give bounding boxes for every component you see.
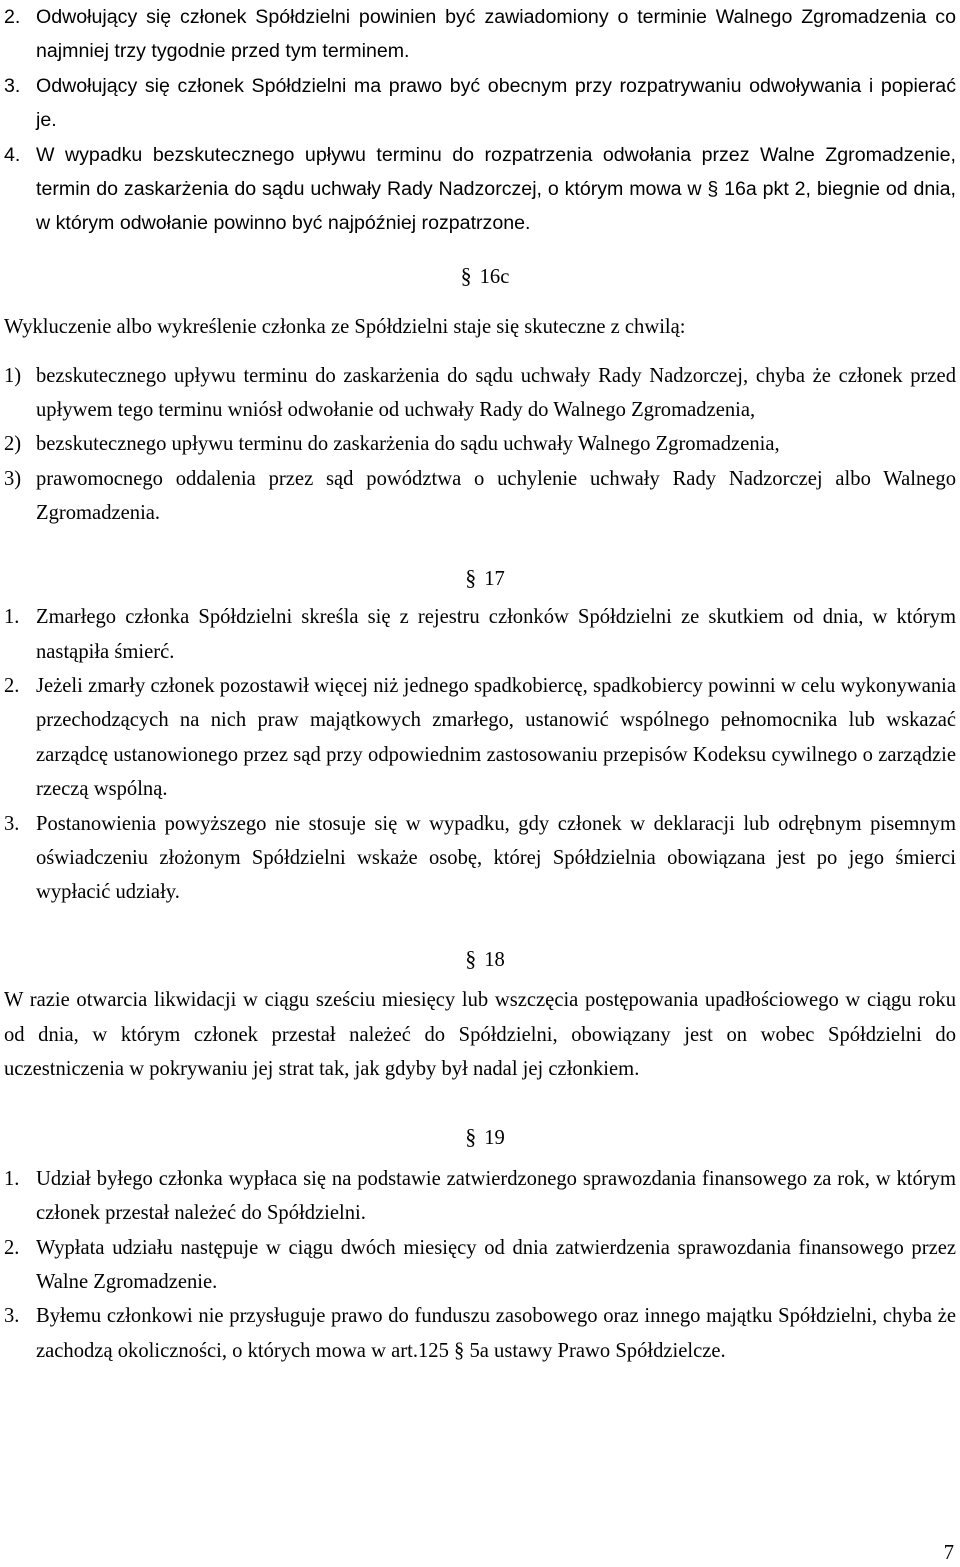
item-number: 1. — [4, 606, 20, 629]
page-number: 7 — [943, 1542, 954, 1564]
item-number: 2. — [4, 1236, 20, 1259]
item-number: 3) — [4, 467, 22, 490]
item-number: 2. — [4, 6, 21, 28]
item-text: Byłemu członkowi nie przysługuje prawo do funduszu zasobowego oraz innego majątku Spółdzielni, chyba że zachodzą okoliczności, o których mowa w art.125 § 5a ustawy Prawo Spółdzielcze. — [36, 1305, 956, 1362]
item-text: Udział byłego członka wypłaca się na podstawie zatwierdzonego sprawozdania finansowego za rok, w którym członek przestał należeć do Spółdzielni. — [36, 1167, 956, 1225]
list-item — [4, 427, 956, 461]
item-text: Odwołujący się członek Spółdzielni powinien być zawiadomiony o terminie Walnego Zgromadzenia co najmniej trzy tygodnie przed tym terminem. — [36, 6, 956, 63]
section-17 — [4, 561, 956, 910]
item-text: Postanowienia powyższego nie stosuje się w wypadku, gdy członek w deklaracji lub odrębnym pisemnym oświadczeniu złożonym Spółdzielni wskaże osobę, której Spółdzielnia obowiązana jest po jego śmierci wypłacić udziały. — [36, 812, 956, 904]
item-text: bezskutecznego upływu terminu do zaskarżenia do sądu uchwały Rady Nadzorczej, chyba że członek przed upływem tego terminu wniósł odwołanie od uchwały Rady do Walnego Zgromadzenia, — [36, 364, 956, 422]
list-item — [4, 669, 956, 807]
section-18 — [4, 942, 956, 1087]
section-symbol: § — [460, 262, 472, 288]
list-item — [4, 1231, 956, 1300]
section-intro: Wykluczenie albo wykreślenie członka ze Spółdzielni staje się skuteczne z chwilą: — [4, 316, 686, 339]
section-symbol: § — [465, 1124, 477, 1150]
list-item — [4, 1162, 956, 1231]
item-text: bezskutecznego upływu terminu do zaskarżenia do sądu uchwały Walnego Zgromadzenia, — [36, 433, 780, 456]
item-text: W wypadku bezskutecznego upływu terminu do rozpatrzenia odwołania przez Walne Zgromadzenie, termin do zaskarżenia do sądu uchwały Rady Nadzorczej, o którym mowa w § 16a pkt 2, biegnie od dnia, w którym odwołanie powinno być najpóźniej rozpatrzone. — [36, 143, 956, 235]
item-number: 2) — [4, 433, 22, 456]
item-text: Jeżeli zmarły członek pozostawił więcej niż jednego spadkobiercę, spadkobiercy powinni w celu wykonywania przechodzących na nich praw majątkowych zmarłego, ustanowić wspólnego pełnomocnika lub wskazać zarządcę ustanowionego przez sąd przy odpowiednim zastosowaniu przepisów Kodeksu cywilnego o zarządzie rzeczą wspólną. — [36, 674, 956, 801]
item-number: 2. — [4, 674, 20, 697]
item-number: 1) — [4, 364, 22, 387]
item-number: 3. — [4, 74, 21, 97]
list-item — [4, 69, 956, 138]
section-heading — [4, 259, 956, 294]
item-text: Wypłata udziału następuje w ciągu dwóch miesięcy od dnia zatwierdzenia sprawozdania finansowego przez Walne Zgromadzenie. — [36, 1236, 956, 1293]
section-number: 17 — [484, 567, 505, 590]
item-number: 3. — [4, 1305, 20, 1328]
section-number: 16c — [479, 265, 510, 288]
section-symbol: § — [465, 564, 477, 590]
list-item — [4, 462, 956, 531]
list-item — [4, 1299, 956, 1368]
section-heading — [4, 942, 956, 977]
list-item — [4, 0, 956, 69]
section-number: 18 — [484, 948, 505, 971]
section-19 — [4, 1120, 956, 1368]
section-16c — [4, 259, 956, 531]
list-item — [4, 138, 956, 241]
item-number: 1. — [4, 1167, 20, 1190]
item-number: 3. — [4, 812, 20, 835]
item-number: 4. — [4, 143, 21, 166]
item-text: prawomocnego oddalenia przez sąd powództwa o uchylenie uchwały Rady Nadzorczej albo Walnego Zgromadzenia. — [36, 467, 956, 525]
section-number: 19 — [484, 1127, 505, 1150]
list-item — [4, 807, 956, 910]
section-symbol: § — [465, 945, 477, 971]
top-list — [4, 0, 956, 241]
section-text: W razie otwarcia likwidacji w ciągu sześciu miesięcy lub wszczęcia postępowania upadłościowego w ciągu roku od dnia, w którym członek przestał należeć do Spółdzielni, obowiązany jest on wobec Spółdzielni do uczestniczenia w pokrywaniu jej strat tak, jak gdyby był nadal jej członkiem. — [4, 989, 956, 1080]
list-item — [4, 600, 956, 669]
item-text: Odwołujący się członek Spółdzielni ma prawo być obecnym przy rozpatrywaniu odwoływania i popierać je. — [36, 74, 956, 132]
section-heading — [4, 1120, 956, 1155]
section-heading — [4, 561, 956, 596]
list-item — [4, 359, 956, 428]
item-text: Zmarłego członka Spółdzielni skreśla się z rejestru członków Spółdzielni ze skutkiem od dnia, w którym nastąpiła śmierć. — [36, 606, 956, 663]
